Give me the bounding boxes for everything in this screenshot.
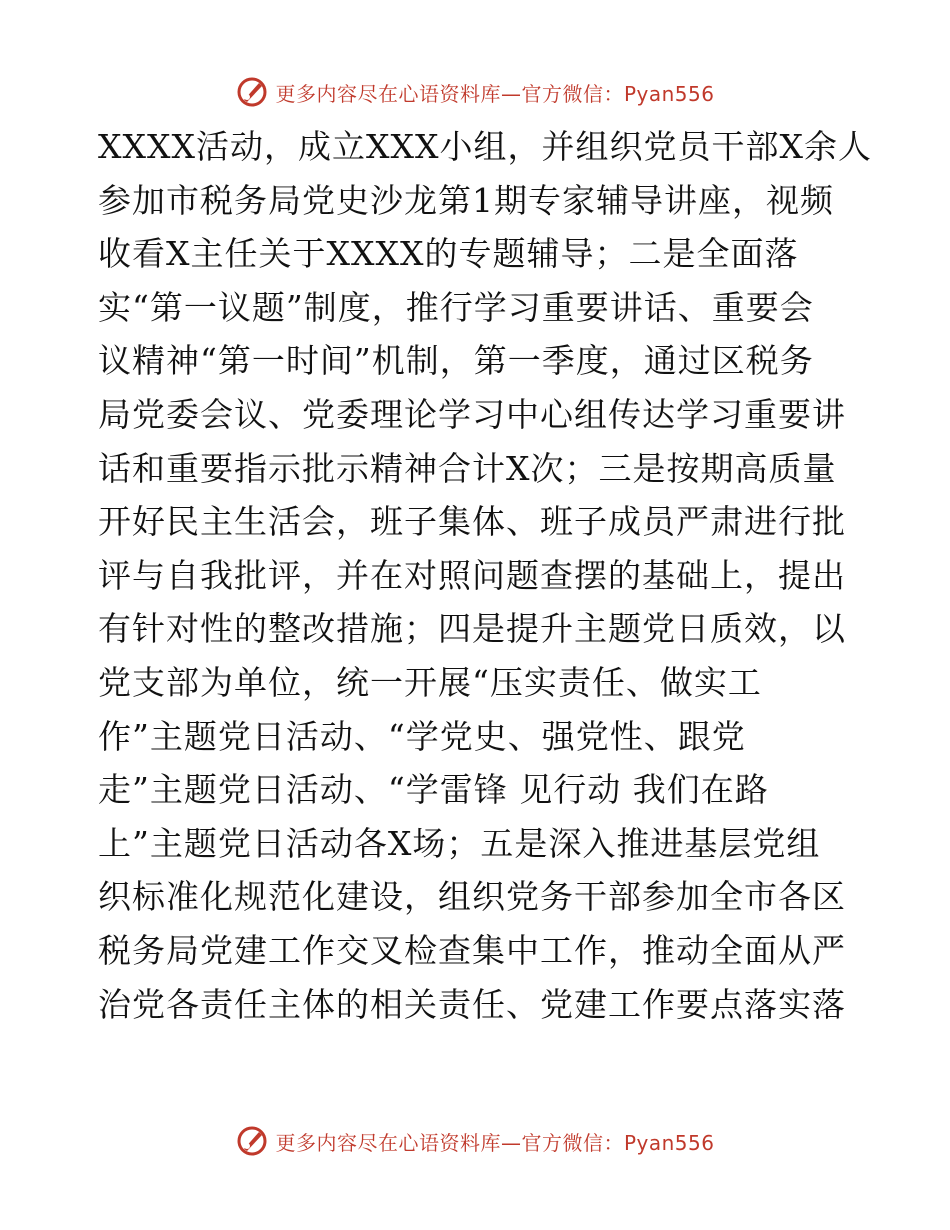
text-line: 局党委会议、党委理论学习中心组传达学习重要讲 [98,394,846,434]
header-watermark [0,72,950,112]
text-line: 议精神“第一时间”机制，第一季度，通过区税务 [98,341,814,381]
text-line: 话和重要指示批示精神合计X次；三是按期高质量 [98,448,837,488]
text-line: 参加市税务局党史沙龙第1期专家辅导讲座，视频 [98,180,834,220]
text-line: 税务局党建工作交叉检查集中工作，推动全面从严 [98,930,846,970]
pen-logo-icon [235,1124,269,1158]
header-watermark-text: 更多内容尽在心语资料库—官方微信：Pyan556 [275,81,715,106]
text-line: 有针对性的整改措施；四是提升主题党日质效，以 [98,609,846,649]
pen-logo-icon [235,75,269,109]
text-line: 上”主题党日活动各X场；五是深入推进基层党组 [98,823,821,863]
document-body [98,120,872,1031]
text-line: 作”主题党日活动、“学党史、强党性、跟党 [98,716,746,756]
text-line: 收看X主任关于XXXX的专题辅导；二是全面落 [98,234,799,274]
text-line: XXXX活动，成立XXX小组，并组织党员干部X余人 [98,127,872,166]
text-line: 开好民主生活会，班子集体、班子成员严肃进行批 [98,502,846,542]
footer-watermark [0,1121,950,1161]
text-line: 党支部为单位，统一开展“压实责任、做实工 [98,662,762,702]
text-line: 评与自我批评，并在对照问题查摆的基础上，提出 [98,555,846,595]
text-line: 织标准化规范化建设，组织党务干部参加全市各区 [98,877,846,917]
text-line: 走”主题党日活动、“学雷锋 见行动 我们在路 [98,770,769,810]
footer-watermark-text: 更多内容尽在心语资料库—官方微信：Pyan556 [275,1130,715,1155]
text-line: 实“第一议题”制度，推行学习重要讲话、重要会 [98,287,814,327]
text-line: 治党各责任主体的相关责任、党建工作要点落实落 [98,984,846,1024]
